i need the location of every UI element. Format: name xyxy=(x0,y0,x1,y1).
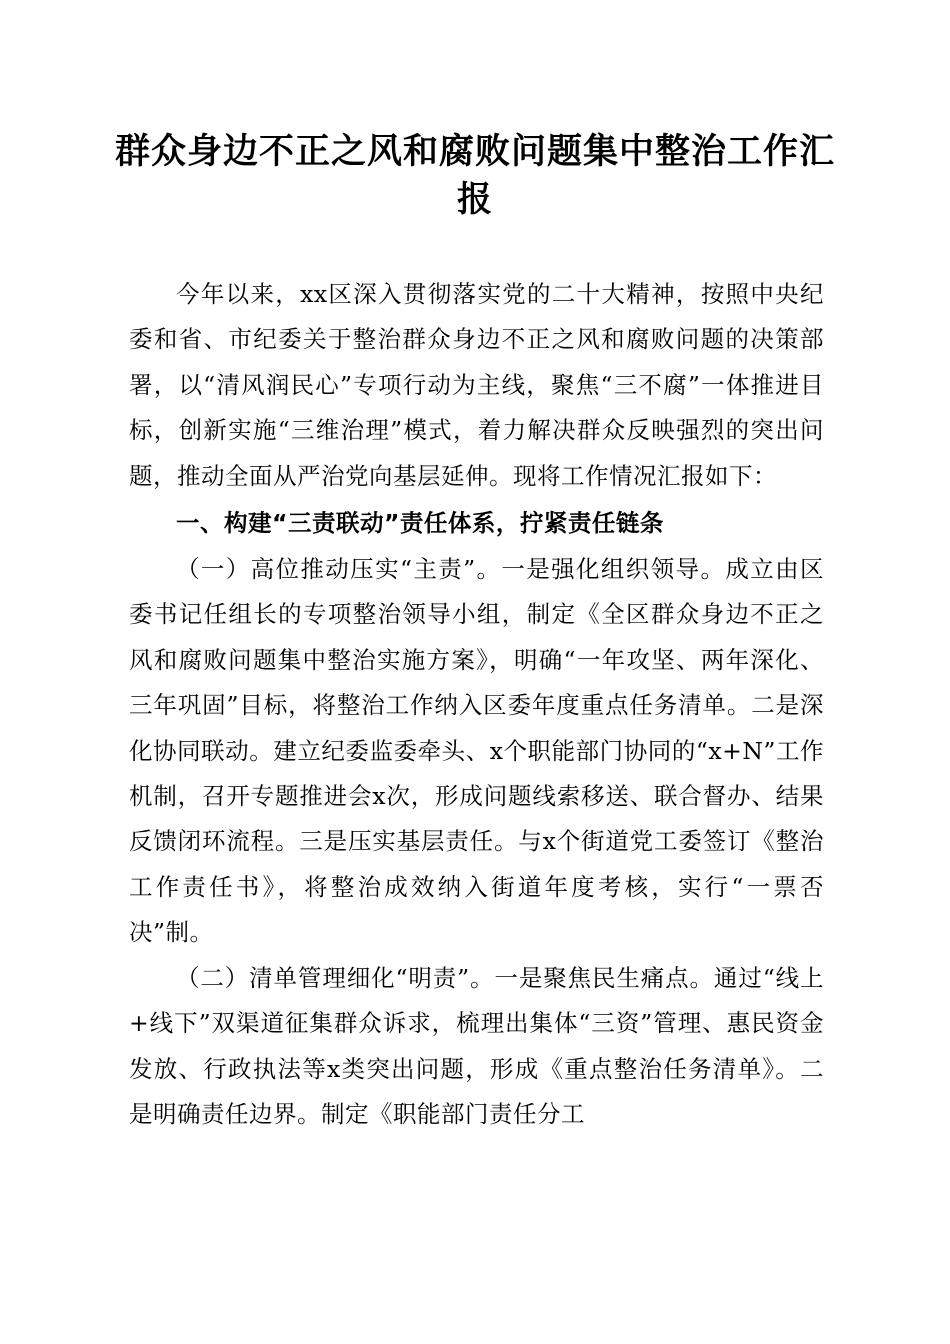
section1-paragraph-1: （一）高位推动压实“主责”。一是强化组织领导。成立由区委书记任组长的专项整治领导小组，制定《全区群众身边不正之风和腐败问题集中整治实施方案》，明确“一年攻坚、两年深化、三年巩固”目标，将整治工作纳入区委年度重点任务清单。二是深化协同联动。建立纪委监委牵头、x个职能部门协同的“x+N”工作机制，召开专题推进会x次，形成问题线索移送、联合督办、结果反馈闭环流程。三是压实基层责任。与x个街道党工委签订《整治工作责任书》，将整治成效纳入街道年度考核，实行“一票否决”制。 xyxy=(129,555,824,947)
section1-paragraph-2: （二）清单管理细化“明责”。一是聚焦民生痛点。通过“线上+线下”双渠道征集群众诉求，梳理出集体“三资”管理、惠民资金发放、行政执法等x类突出问题，形成《重点整治任务清单》。二是明确责任边界。制定《职能部门责任分工 xyxy=(129,963,824,1128)
intro-paragraph: 今年以来，xx区深入贯彻落实党的二十大精神，按照中央纪委和省、市纪委关于整治群众身边不正之风和腐败问题的决策部署，以“清风润民心”专项行动为主线，聚焦“三不腐”一体推进目标，创新实施“三维治理”模式，着力解决群众反映强烈的突出问题，推动全面从严治党向基层延伸。现将工作情况汇报如下： xyxy=(129,280,824,490)
section-heading-1: 一、构建“三责联动”责任体系，拧紧责任链条 xyxy=(176,509,664,538)
document-title: 群众身边不正之风和腐败问题集中整治工作汇报 xyxy=(114,132,835,220)
document-body xyxy=(129,272,824,1137)
